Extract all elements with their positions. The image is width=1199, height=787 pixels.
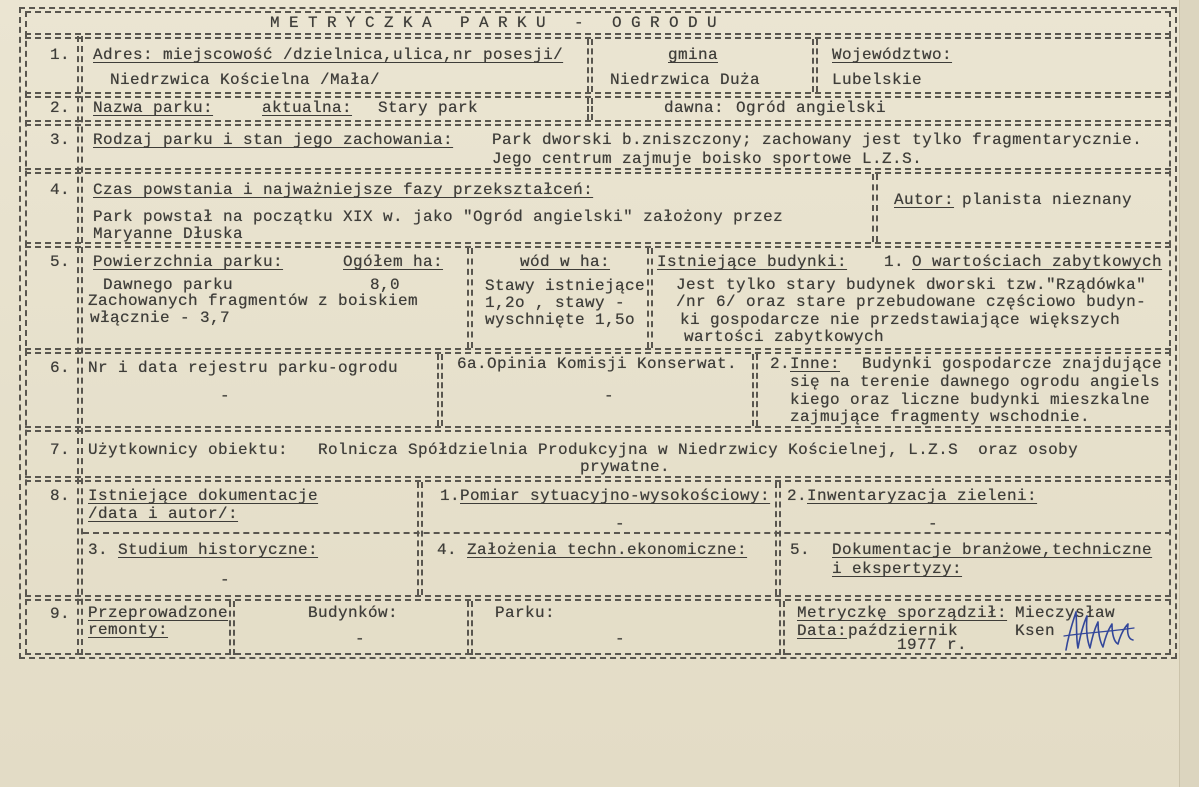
row-divider — [25, 92, 1171, 98]
former-park-label: Dawnego parku — [103, 276, 234, 294]
historic-line: /nr 6/ oraz stare przebudowane częściowo budyn- — [676, 293, 1147, 311]
section-number: 5. — [50, 253, 71, 271]
expertise-label: i ekspertyzy: — [832, 560, 963, 578]
section-number: 9. — [50, 605, 71, 623]
history-line: Park powstał na początku XIX w. jako "Ogród angielski" założony przez — [93, 208, 784, 226]
year-value: 1977 r. — [897, 636, 968, 654]
preserved-area-line: Zachowanych fragmentów z boiskiem — [88, 292, 419, 310]
former-park-value: 8,0 — [370, 276, 401, 294]
register-label: Nr i data rejestru parku-ogrodu — [88, 359, 399, 377]
author-value: planista nieznany — [962, 191, 1133, 209]
buildings-label: Istniejące budynki: — [657, 253, 848, 271]
section-number: 7. — [50, 441, 71, 459]
water-line: Stawy istniejące — [485, 277, 646, 295]
column-divider — [467, 601, 473, 655]
paper-edge — [1179, 0, 1199, 787]
subrow-divider — [83, 532, 1171, 534]
expertise-label: Dokumentacje branżowe,techniczne — [832, 541, 1153, 559]
park-type-label: Rodzaj parku i stan jego zachowania: — [93, 131, 454, 149]
column-divider — [812, 39, 818, 92]
column-divider — [752, 354, 758, 426]
column-divider — [587, 98, 593, 120]
date-label: Data: — [797, 622, 848, 640]
repairs-label: remonty: — [88, 621, 169, 639]
register-value: - — [220, 387, 231, 405]
preserved-area-line: włącznie - 3,7 — [90, 309, 231, 327]
current-name-label: aktualna: — [262, 99, 353, 117]
column-divider — [467, 248, 473, 348]
section-number: 4. — [50, 181, 71, 199]
historic-line: wartości zabytkowych — [684, 328, 885, 346]
voivodeship-label: Województwo: — [832, 46, 953, 64]
address-value: Niedrzwica Kościelna /Mała/ — [110, 71, 381, 89]
section-number: 1. — [50, 46, 71, 64]
users-line: prywatne. — [580, 458, 671, 476]
author-label: Autor: — [894, 191, 955, 209]
greenery-value: - — [928, 515, 939, 533]
park-type-line: Jego centrum zajmuje boisko sportowe L.Z.S. — [492, 150, 923, 168]
row-divider — [25, 348, 1171, 354]
water-label: wód w ha: — [520, 253, 611, 271]
survey-value: - — [615, 515, 626, 533]
row-divider — [25, 33, 1171, 39]
column-divider — [775, 482, 781, 595]
date-value: październik — [848, 622, 959, 640]
economic-prefix: 4. — [437, 541, 458, 559]
history-study-prefix: 3. — [88, 541, 109, 559]
column-divider — [417, 482, 423, 595]
column-divider — [779, 601, 785, 655]
park-repairs-value: - — [615, 630, 626, 648]
park-repairs-label: Parku: — [495, 604, 556, 622]
row-divider — [25, 168, 1171, 174]
documentation-label: Istniejące dokumentacje — [88, 487, 319, 505]
water-line: wyschnięte 1,5o — [485, 311, 636, 329]
column-divider — [872, 174, 878, 242]
park-type-line: Park dworski b.zniszczony; zachowany jest tylko fragmentarycznie. — [492, 131, 1143, 149]
section-number: 6. — [50, 359, 71, 377]
users-line: Rolnicza Spółdzielnia Produkcyjna w Niedrzwicy Kościelnej, L.Z.S oraz osoby — [318, 441, 1079, 459]
documentation-label: /data i autor/: — [88, 505, 239, 523]
opinion-value: - — [604, 387, 615, 405]
row-divider — [25, 476, 1171, 482]
historic-prefix: 1. — [884, 253, 905, 271]
historic-label: O wartościach zabytkowych — [912, 253, 1163, 271]
row-divider — [25, 595, 1171, 601]
water-line: 1,2o , stawy - — [485, 294, 626, 312]
history-label: Czas powstania i najważniejsze fazy przekształceń: — [93, 181, 594, 199]
other-line: Budynki gospodarcze znajdujące — [862, 355, 1163, 373]
number-column-divider — [77, 36, 83, 655]
other-line: kiego oraz liczne budynki mieszkalne — [790, 391, 1151, 409]
historic-line: ki gospodarcze nie przedstawiające większych — [680, 311, 1121, 329]
park-name-label: Nazwa parku: — [93, 99, 214, 117]
greenery-prefix: 2. — [787, 487, 808, 505]
column-divider — [229, 601, 235, 655]
other-prefix: 2. — [770, 355, 791, 373]
historic-line: Jest tylko stary budynek dworski tzw."Rządówka" — [676, 276, 1147, 294]
history-study-value: - — [220, 571, 231, 589]
opinion-label: 6a.Opinia Komisji Konserwat. — [457, 355, 738, 373]
former-name-value: Ogród angielski — [736, 99, 887, 117]
prepared-by-surname: Ksen — [1015, 622, 1056, 640]
voivodeship-value: Lubelskie — [832, 71, 923, 89]
economic-label: Założenia techn.ekonomiczne: — [467, 541, 748, 559]
survey-prefix: 1. — [440, 487, 461, 505]
other-line: zajmujące fragmenty wschodnie. — [790, 408, 1091, 426]
other-line: się na terenie dawnego ogrodu angiels — [790, 373, 1161, 391]
section-number: 2. — [50, 99, 71, 117]
current-name-value: Stary park — [378, 99, 479, 117]
form-title: METRYCZKA PARKU - OGRODU — [270, 14, 727, 32]
column-divider — [587, 39, 593, 92]
repairs-label: Przeprowadzone — [88, 604, 229, 622]
column-divider — [647, 248, 653, 348]
building-repairs-label: Budynków: — [308, 604, 399, 622]
section-number: 8. — [50, 487, 71, 505]
history-study-label: Studium historyczne: — [118, 541, 319, 559]
total-area-label: Ogółem ha: — [343, 253, 444, 271]
column-divider — [437, 354, 443, 426]
former-name-label: dawna: — [664, 99, 725, 117]
users-label: Użytkownicy obiektu: — [88, 441, 289, 459]
row-divider — [25, 426, 1171, 432]
commune-label: gmina — [668, 46, 719, 64]
other-label: Inne: — [790, 355, 841, 373]
signature — [1062, 606, 1136, 656]
address-label: Adres: miejscowość /dzielnica,ulica,nr posesji/ — [93, 46, 564, 64]
greenery-label: Inwentaryzacja zieleni: — [807, 487, 1038, 505]
prepared-by-label: Metryczkę sporządził: — [797, 604, 1008, 622]
commune-value: Niedrzwica Duża — [610, 71, 761, 89]
section-number: 3. — [50, 131, 71, 149]
history-line: Maryanne Dłuska — [93, 225, 244, 243]
prepared-by-name: Mieczysław — [1015, 604, 1116, 622]
building-repairs-value: - — [355, 630, 366, 648]
row-divider — [25, 120, 1171, 126]
expertise-prefix: 5. — [790, 541, 811, 559]
survey-label: Pomiar sytuacyjno-wysokościowy: — [460, 487, 771, 505]
area-label: Powierzchnia parku: — [93, 253, 284, 271]
